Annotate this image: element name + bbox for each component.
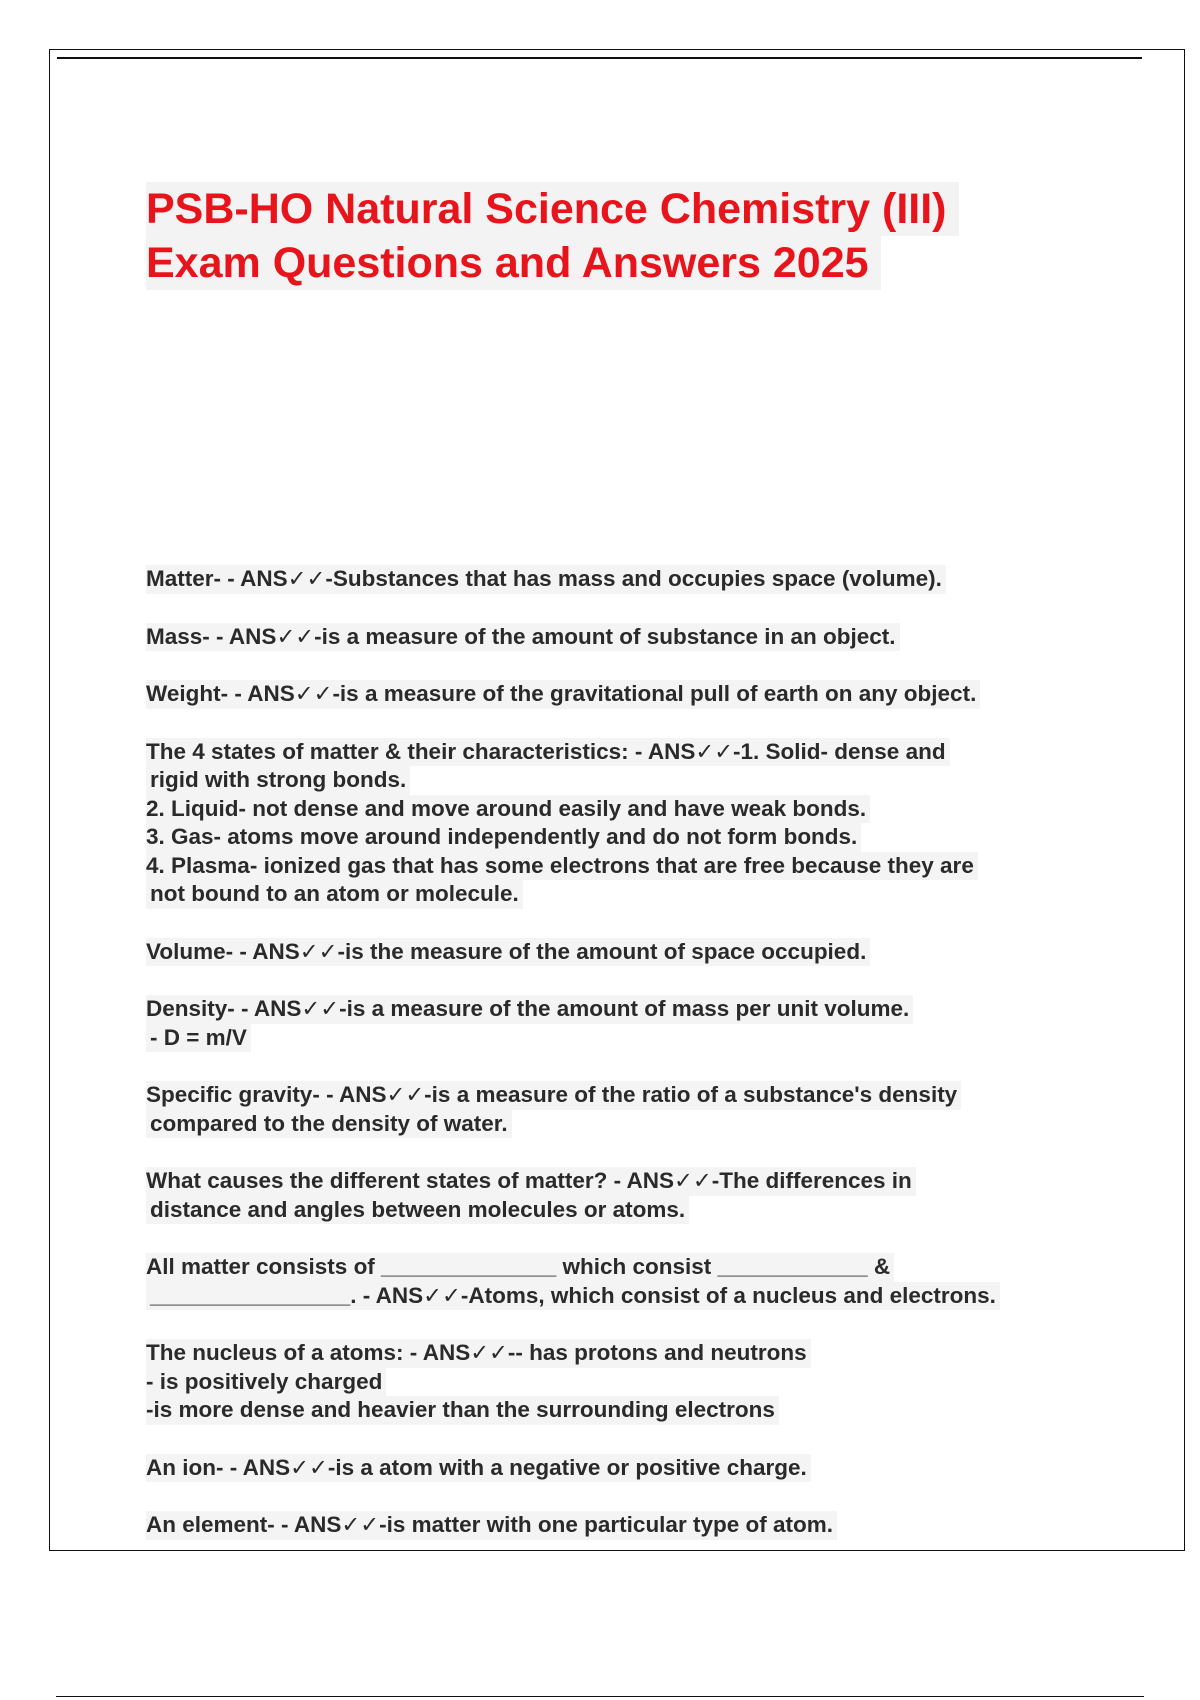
bottom-rule [56,1696,1144,1697]
qa-line: Density- - ANS✓✓-is a measure of the amount of mass per unit volume. [146,995,913,1024]
qa-line: Volume- - ANS✓✓-is the measure of the amount of space occupied. [146,938,870,967]
qa-line: compared to the density of water. [146,1110,512,1139]
qa-line: An element- - ANS✓✓-is matter with one particular type of atom. [146,1511,837,1540]
qa-item-specific-gravity [146,1081,1146,1138]
qa-line: 2. Liquid- not dense and move around easily and have weak bonds. [146,795,870,824]
qa-line: distance and angles between molecules or atoms. [146,1196,689,1225]
qa-item-weight [146,680,1146,709]
qa-item-element [146,1511,1146,1540]
qa-item-density [146,995,1146,1052]
qa-line: - is positively charged [146,1368,386,1397]
qa-line: -is more dense and heavier than the surrounding electrons [146,1396,779,1425]
qa-line: What causes the different states of matter? - ANS✓✓-The differences in [146,1167,916,1196]
qa-item-volume [146,938,1146,967]
qa-list [146,565,1146,1551]
qa-item-matter-consists [146,1253,1146,1310]
document-title [146,182,959,290]
qa-item-states-cause [146,1167,1146,1224]
title-line-2: Exam Questions and Answers 2025 [146,236,881,290]
qa-line: Weight- - ANS✓✓-is a measure of the gravitational pull of earth on any object. [146,680,980,709]
top-rule [57,57,1142,59]
qa-line: The 4 states of matter & their characteristics: - ANS✓✓-1. Solid- dense and [146,738,950,767]
qa-line: All matter consists of ______________ which consist ____________ & [146,1253,894,1282]
qa-line: An ion- - ANS✓✓-is a atom with a negative or positive charge. [146,1454,811,1483]
qa-item-nucleus [146,1339,1146,1425]
qa-line: 4. Plasma- ionized gas that has some electrons that are free because they are [146,852,978,881]
qa-line: ________________. - ANS✓✓-Atoms, which consist of a nucleus and electrons. [146,1282,1000,1311]
qa-line: Matter- - ANS✓✓-Substances that has mass and occupies space (volume). [146,565,946,594]
qa-line: Mass- - ANS✓✓-is a measure of the amount of substance in an object. [146,623,900,652]
qa-item-ion [146,1454,1146,1483]
qa-line: Specific gravity- - ANS✓✓-is a measure of the ratio of a substance's density [146,1081,961,1110]
qa-line: - D = m/V [146,1024,251,1053]
page-frame [49,49,1185,1551]
qa-line: 3. Gas- atoms move around independently and do not form bonds. [146,823,861,852]
qa-line: rigid with strong bonds. [146,766,410,795]
title-line-1: PSB-HO Natural Science Chemistry (III) [146,182,959,236]
qa-item-states-of-matter [146,738,1146,909]
qa-line: The nucleus of a atoms: - ANS✓✓-- has protons and neutrons [146,1339,811,1368]
qa-item-mass [146,623,1146,652]
qa-item-matter [146,565,1146,594]
qa-line: not bound to an atom or molecule. [146,880,523,909]
